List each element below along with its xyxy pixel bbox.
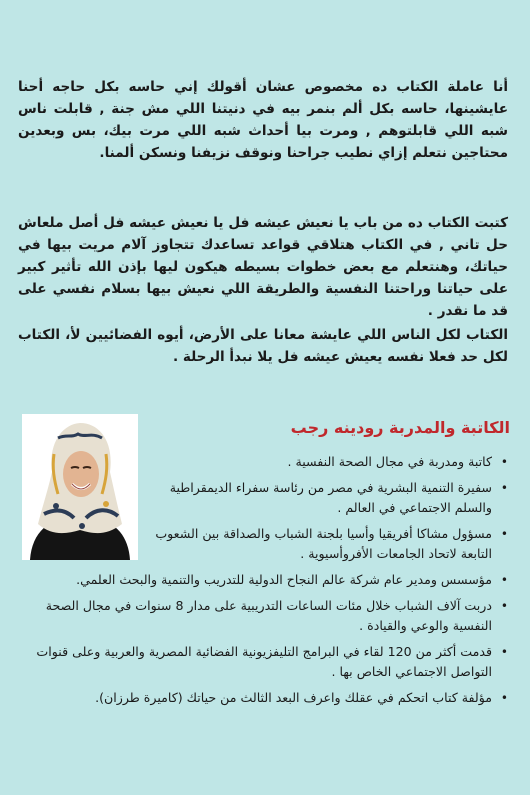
intro-paragraph-1: أنا عاملة الكتاب ده مخصوص عشان أقولك إني حاسه بكل حاجه أحنا عايشينها، حاسه بكل ألم بنمر بيه في دنيتنا اللي مش جنة , قابلت ناس شبه اللي قابلتوهم , ومرت بيا أحداث شبه اللي مرت بيك، بس وبعدين محتاجين نتعلم إزاي نطيب جراحنا ونوقف نزيفنا ونسكن ألمنا.: [18, 79, 508, 161]
author-heading: الكاتبة والمدربة رودينه رجب: [290, 418, 510, 437]
bullet-icon: •: [500, 573, 508, 587]
intro-paragraph-3: الكتاب لكل الناس اللي عايشة معانا على الأرض، أيوه الفضائيين لأ، الكتاب لكل حد فعلا نفسه يعيش عيشه فل يلا نبدأ الرحلة .: [18, 327, 508, 365]
bullet-icon: •: [500, 599, 508, 613]
list-item: • مؤسسس ومدير عام شركة عالم النجاح الدولية للتدريب والتنمية والبحث العلمي.: [18, 570, 510, 590]
bullet-icon: •: [500, 481, 508, 495]
bullet-icon: •: [500, 645, 508, 659]
list-item: • سفيرة التنمية البشرية في مصر من رئاسة سفراء الديمقراطية والسلم الاجتماعي في العالم .: [169, 480, 508, 515]
intro-paragraph-2: كتبت الكتاب ده من باب يا نعيش عيشه فل يا نعيش عيشه فل أصل ملعاش حل تاني , في الكتاب هتلاقي قواعد تساعدك تتجاوز آلام مريت بيها في حياتك، وهنتعلم مع بعض خطوات بسيطه هيكون ليها بإذن الله تأثير كبير على حياتنا وراحتنا النفسية والطريقة اللي نعيش بيها بسلام نفسي على قد ما نقدر .: [18, 215, 508, 319]
list-item: • قدمت أكثر من 120 لقاء في البرامج التليفزيونية الفضائية المصرية والعربية وعلى قنوات التواصل الاجتماعي الخاص بها .: [36, 644, 508, 679]
list-item: • مؤلفة كتاب اتحكم في عقلك واعرف البعد الثالث من حياتك (كاميرة طرزان).: [18, 688, 510, 708]
bullet-icon: •: [500, 691, 508, 705]
list-item: • كاتبة ومدربة في مجال الصحة النفسية .: [18, 452, 510, 472]
bullet-icon: •: [500, 455, 508, 469]
bullet-icon: •: [500, 527, 508, 541]
list-item: • دربت آلاف الشباب خلال مئات الساعات التدريبية على مدار 8 سنوات في مجال الصحة النفسية والوعي والقيادة .: [45, 598, 508, 633]
author-credentials-list: [18, 452, 510, 714]
list-item: • مسؤول مشاكا أفريقيا وأسيا بلجنة الشباب والصداقة بين الشعوب التابعة لاتحاد الجامعات الأفروأسيوية .: [155, 526, 508, 561]
